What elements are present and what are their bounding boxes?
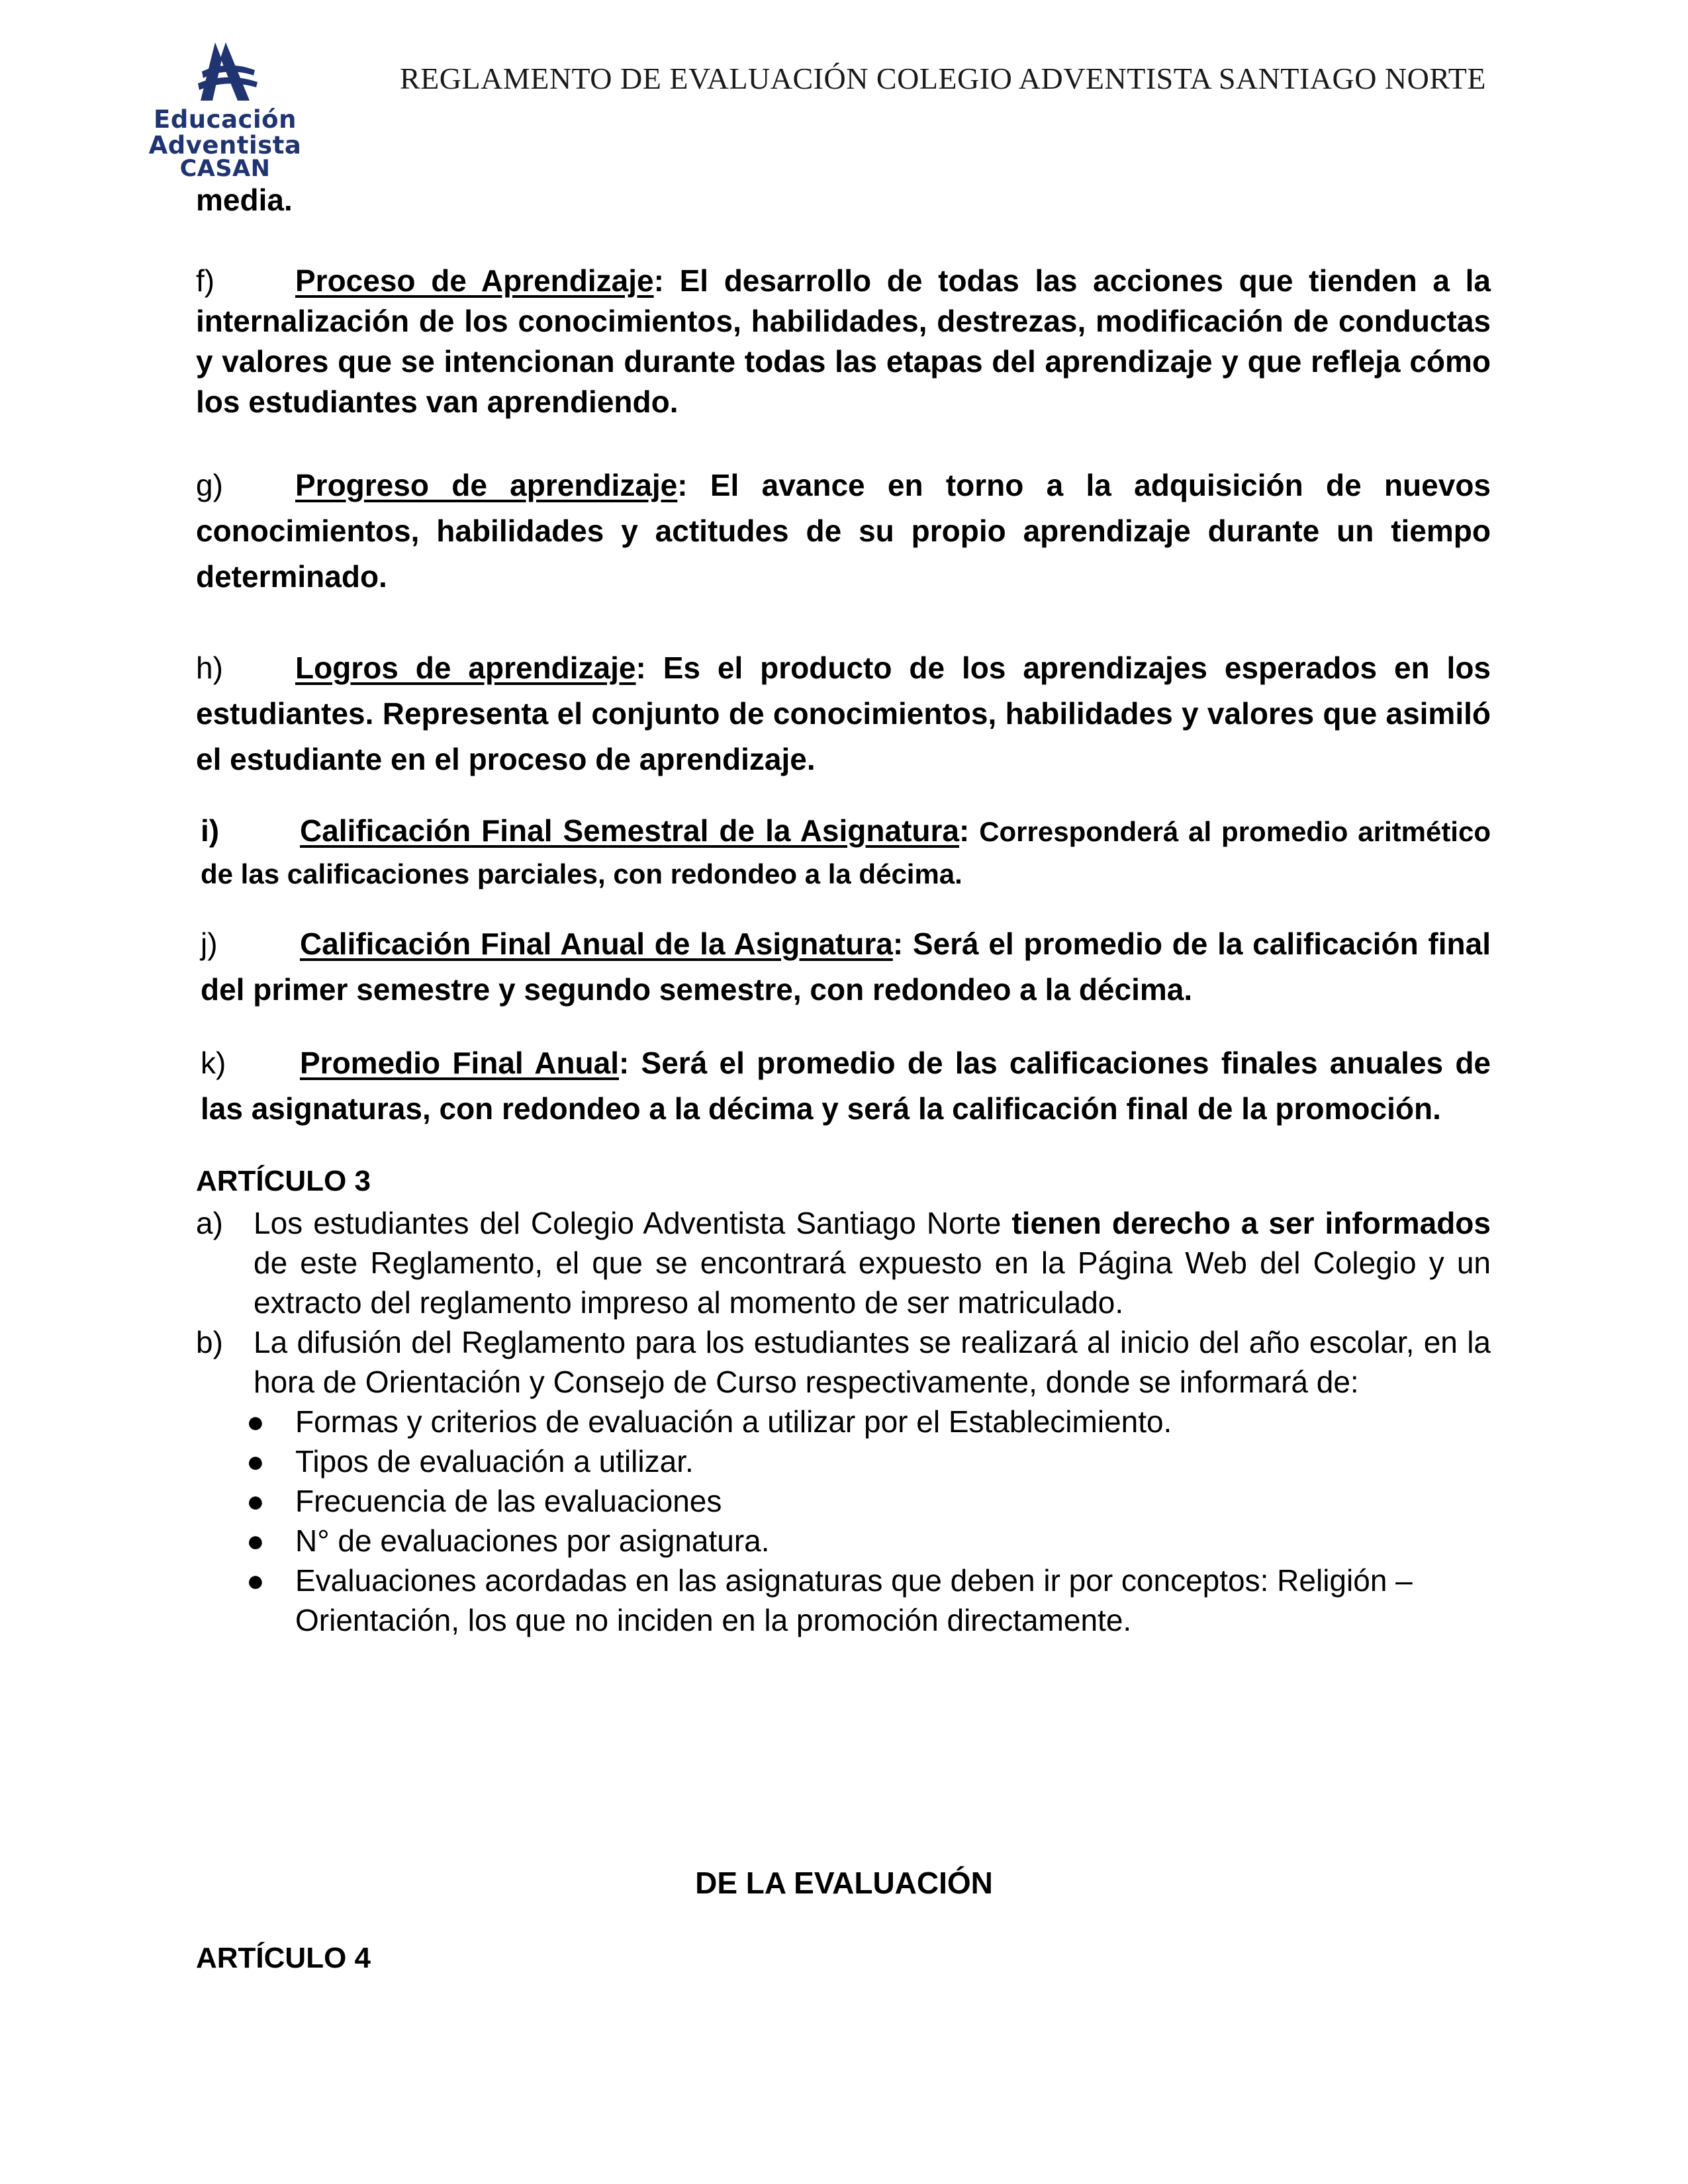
definition-h: [196, 645, 1491, 782]
definition-i: [196, 810, 1491, 895]
definition-k: [196, 1040, 1491, 1132]
bullet-text: Tipos de evaluación a utilizar.: [295, 1444, 694, 1479]
definition-text: : El desarrollo de todas las acciones que tienden a la internalización de los conocimientos, habilidades, destrezas, modificación de conductas y valores que se intencionan durante todas las etapas del aprendizaje y que refleja cómo los estudiantes van aprendiendo.: [196, 263, 1491, 419]
bullet-icon: ●: [246, 1444, 265, 1479]
definition-text: : Será el promedio de la calificación final del primer semestre y segundo semestre, con redondeo a la décima.: [201, 927, 1491, 1007]
list-item: [196, 1402, 1491, 1441]
definition-text: : Será el promedio de las calificaciones finales anuales de las asignaturas, con redondeo a la décima y será la calificación final de la promoción.: [201, 1046, 1491, 1126]
definition-term: Proceso de Aprendizaje: [295, 263, 654, 298]
article-3-heading: ARTÍCULO 3: [196, 1165, 371, 1197]
definition-j: [196, 921, 1491, 1013]
item-text: Los estudiantes del Colegio Adventista Santiago Norte: [254, 1206, 1012, 1240]
adventist-flame-icon: [189, 40, 261, 103]
definition-colon: :: [959, 813, 970, 848]
section-title: DE LA EVALUACIÓN: [695, 1866, 993, 1900]
definition-term: Progreso de aprendizaje: [295, 468, 678, 502]
list-marker: a): [196, 1206, 223, 1240]
bullet-text: Frecuencia de las evaluaciones: [295, 1484, 722, 1518]
definition-text: Corresponderá al promedio aritmético de las calificaciones parciales, con redondeo a la décima.: [201, 816, 1491, 889]
bullet-icon: ●: [246, 1484, 265, 1518]
definition-text: : Es el producto de los aprendizajes esperados en los estudiantes. Representa el conjunto de conocimientos, habilidades y valores que asimiló el estudiante en el proceso de aprendizaje.: [196, 651, 1491, 776]
definition-marker: j): [201, 927, 218, 961]
item-emphasis: tienen derecho a ser informados: [1011, 1206, 1491, 1240]
bullet-text: N° de evaluaciones por asignatura.: [295, 1524, 770, 1558]
item-text-continued: de este Reglamento, el que se encontrará expuesto en la Página Web del Colegio y un extracto del reglamento impreso al momento de ser matriculado.: [254, 1246, 1491, 1320]
list-marker: b): [196, 1325, 223, 1359]
definition-term: Calificación Final Semestral de la Asignatura: [300, 813, 959, 848]
bullet-text: Formas y criterios de evaluación a utilizar por el Establecimiento.: [295, 1404, 1172, 1439]
list-item: [196, 1481, 1491, 1521]
definition-marker: k): [201, 1046, 226, 1080]
document-header-title: REGLAMENTO DE EVALUACIÓN COLEGIO ADVENTISTA SANTIAGO NORTE: [400, 62, 1486, 95]
definition-term: Calificación Final Anual de la Asignatura: [300, 927, 893, 961]
list-item: [196, 1521, 1491, 1561]
definition-marker: f): [196, 263, 215, 298]
definition-marker: i): [201, 813, 220, 848]
document-body: [196, 180, 1491, 1640]
article-3-bullet-list: [196, 1402, 1491, 1640]
article-3-item-a: [196, 1203, 1491, 1322]
bullet-icon: ●: [246, 1524, 265, 1558]
bullet-text: Evaluaciones acordadas en las asignaturas que deben ir por conceptos: Religión –Orientación, los que no inciden en la promoción directamente.: [295, 1563, 1413, 1637]
definition-f: [196, 261, 1491, 422]
definition-marker: h): [196, 651, 223, 685]
logo-text-line-3: CASAN: [179, 156, 271, 182]
definition-marker: g): [196, 468, 223, 502]
bullet-icon: ●: [246, 1563, 265, 1598]
continuation-text: media.: [196, 183, 293, 217]
logo-text-line-1: Educación: [154, 105, 297, 134]
article-4-heading: ARTÍCULO 4: [196, 1942, 371, 1974]
definition-term: Promedio Final Anual: [300, 1046, 619, 1080]
school-logo: [142, 40, 308, 181]
list-item: [196, 1561, 1491, 1640]
definition-g: [196, 463, 1491, 600]
logo-text-line-2: Adventista: [148, 131, 302, 159]
list-item: [196, 1441, 1491, 1481]
item-text: La difusión del Reglamento para los estudiantes se realizará al inicio del año escolar, en la hora de Orientación y Consejo de Curso respectivamente, donde se informará de:: [254, 1325, 1491, 1399]
definition-term: Logros de aprendizaje: [295, 651, 636, 685]
definition-text: : El avance en torno a la adquisición de nuevos conocimientos, habilidades y actitudes de su propio aprendizaje durante un tiempo determinado.: [196, 468, 1491, 594]
article-3-item-b: [196, 1322, 1491, 1402]
bullet-icon: ●: [246, 1404, 265, 1439]
